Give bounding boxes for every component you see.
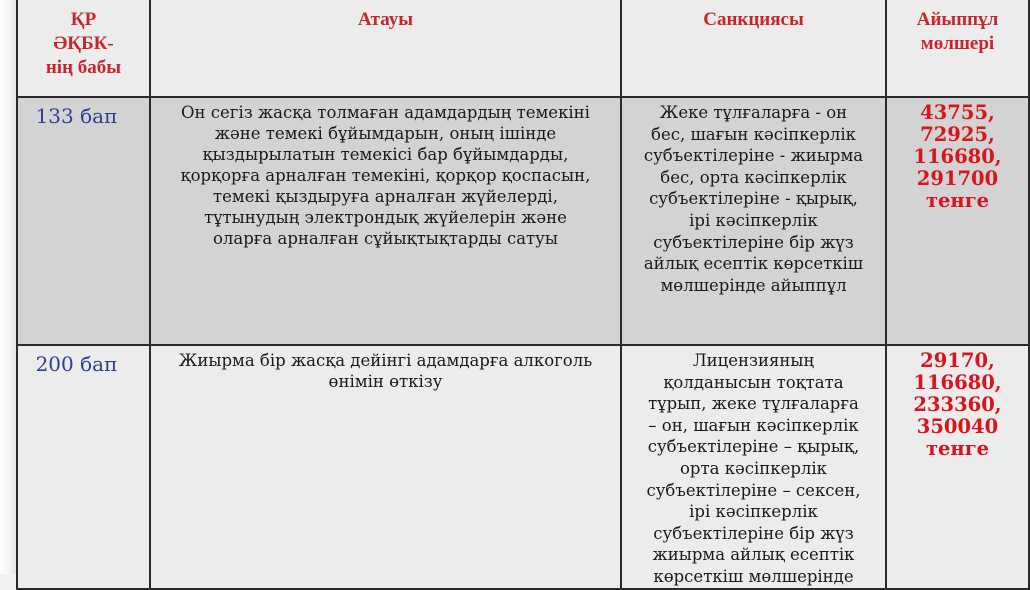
fine-cell xyxy=(886,97,1029,345)
sanction-line: субъектілеріне – қырық, xyxy=(647,437,860,457)
table-row xyxy=(17,345,1029,589)
sanction-line: айлық есептік көрсеткіш xyxy=(643,254,864,274)
sanction-line: субъектілеріне бір жүз xyxy=(653,232,854,252)
sanction-line: ірі кәсіпкерлік xyxy=(689,210,818,230)
header-sanction xyxy=(621,0,886,97)
fine-cell xyxy=(886,345,1029,589)
header-fine-line: Айыппұл xyxy=(916,9,999,30)
fine-line: тенге xyxy=(925,189,990,212)
sanction-line: субъектілеріне бір жүз xyxy=(653,523,854,543)
sanction-line: бес, орта кәсіпкерлік xyxy=(660,167,847,187)
name-line: Жиырма бір жасқа дейінгі адамдарға алкоголь xyxy=(178,351,593,370)
sanction-line: орта кәсіпкерлік xyxy=(679,458,827,478)
fine-line: 291700 xyxy=(916,167,999,190)
sanction-line: жиырма айлық есептік xyxy=(652,545,855,565)
fine-line: 350040 xyxy=(916,415,999,438)
sanction-line: Лицензияның xyxy=(692,351,815,370)
sanction-cell xyxy=(621,345,886,589)
fine-line: 72925, xyxy=(920,123,995,146)
header-article-line: ҚР xyxy=(70,9,97,30)
table-row xyxy=(17,97,1029,345)
slide-edge xyxy=(0,0,16,574)
header-article xyxy=(17,0,150,97)
fine-line: тенге xyxy=(925,437,990,460)
fine-line: 233360, xyxy=(913,393,1002,416)
article-cell xyxy=(17,97,150,345)
name-line: қыздырылатын темекісі бар бұйымдарды, xyxy=(202,145,569,164)
sanction-line: ірі кәсіпкерлік xyxy=(689,502,818,522)
article-cell xyxy=(17,345,150,589)
header-name xyxy=(150,0,621,97)
fine-line: 116680, xyxy=(913,145,1002,168)
sanction-line: бес, шағын кәсіпкерлік xyxy=(651,124,856,144)
header-name-text: Атауы xyxy=(357,9,414,30)
header-fine-line: мөлшері xyxy=(920,33,995,54)
sanction-cell xyxy=(621,97,886,345)
sanction-line: көрсеткіш мөлшерінде xyxy=(653,566,854,586)
sanction-line: субъектілеріне - қырық, xyxy=(649,189,858,209)
name-cell xyxy=(150,345,621,589)
sanction-line: субъектілеріне - жиырма xyxy=(643,146,864,166)
sanction-line: Жеке тұлғаларға - он xyxy=(659,103,848,122)
name-cell xyxy=(150,97,621,345)
name-line: Он сегіз жасқа толмаған адамдардың темекіні xyxy=(181,103,590,122)
fine-line: 116680, xyxy=(913,371,1002,394)
name-line: оларға арналған сұйықтықтарды сатуы xyxy=(212,229,559,248)
article-number: 200 бап xyxy=(35,352,118,376)
sanction-line: субъектілеріне – сексен, xyxy=(646,480,861,500)
article-number: 133 бап xyxy=(35,104,118,128)
header-sanction-text: Санкциясы xyxy=(703,9,804,30)
sanction-line: – он, шағын кәсіпкерлік xyxy=(648,415,859,435)
header-article-line: нің бабы xyxy=(45,57,122,78)
fines-table xyxy=(16,0,1030,590)
sanction-line: тұрып, жеке тұлғаларға xyxy=(648,394,859,414)
sanction-line: қолданысын тоқтата xyxy=(663,372,844,392)
header-fine xyxy=(886,0,1029,97)
name-line: өнімін өткізу xyxy=(328,372,443,391)
name-line: және темекі бұйымдарын, оның ішінде xyxy=(214,124,557,143)
sanction-line: мөлшерінде айыппұл xyxy=(660,275,847,295)
name-line: қорқорға арналған темекіні, қорқор қоспасын, xyxy=(180,166,591,185)
fine-line: 29170, xyxy=(920,349,995,372)
table-header-row xyxy=(17,0,1029,97)
name-line: темекі қыздыруға арналған жүйелерді, xyxy=(213,187,558,206)
name-line: тұтынудың электрондық жүйелерін және xyxy=(204,208,567,227)
header-article-line: ӘҚБК- xyxy=(53,33,114,54)
fine-line: 43755, xyxy=(920,101,995,124)
